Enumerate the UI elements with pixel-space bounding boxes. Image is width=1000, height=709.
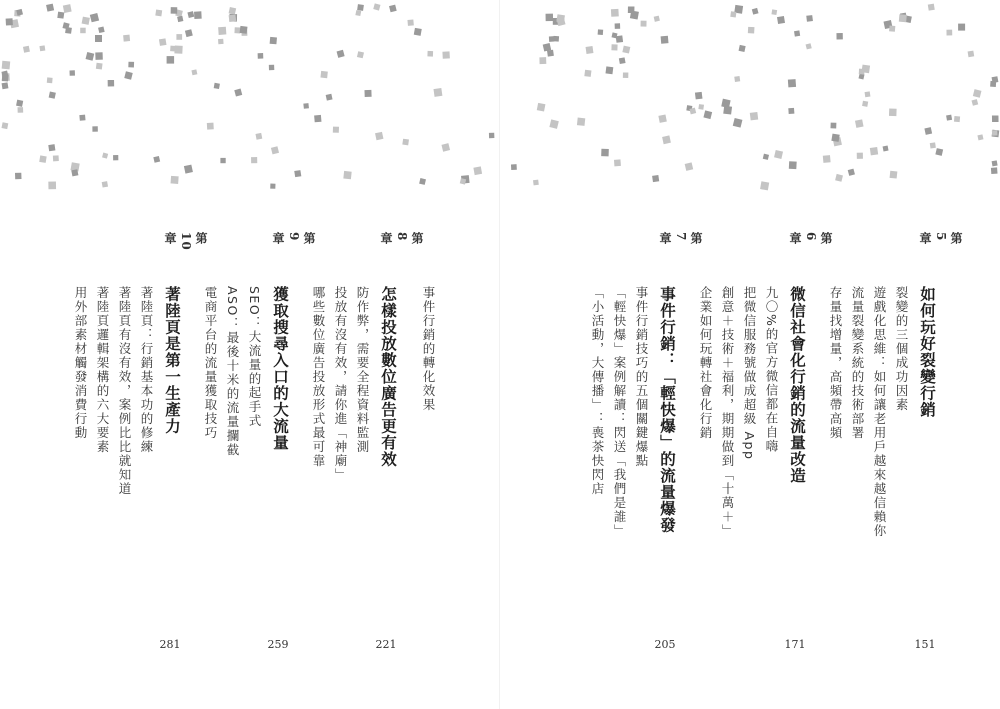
decorative-square [734,76,740,82]
decorative-square [255,133,262,140]
decorative-square [185,29,193,37]
decorative-square [658,114,666,122]
decorative-square [427,51,433,57]
decorative-square [641,21,647,27]
decorative-square [794,30,800,36]
decorative-square [539,57,546,64]
chapter-item: 把微信服務號做成超級 App [742,286,757,461]
chapter-title: 如何玩好裂變行銷 [918,286,937,418]
decorative-square [733,118,743,128]
chapter-label: 第6章 [788,232,833,245]
decorative-square [774,150,783,159]
decorative-square [473,166,482,175]
decorative-square [177,16,183,22]
decorative-square [102,181,108,187]
decorative-square [48,182,56,190]
decorative-square [831,123,837,129]
decorative-square [176,34,182,40]
decorative-square [924,127,932,135]
decorative-square [883,146,889,152]
decorative-square [123,35,130,42]
decorative-square-pattern [0,0,1000,200]
decorative-square [615,23,621,29]
chapter-title: 事件行銷：「輕快爆」的流量爆發 [658,286,677,534]
decorative-square [622,46,630,54]
decorative-square [53,155,59,161]
decorative-square [357,51,364,58]
decorative-square [47,77,53,83]
decorative-square [333,127,339,133]
decorative-square [6,18,13,25]
decorative-square [373,3,380,10]
decorative-square [748,27,755,34]
decorative-square [167,56,175,64]
decorative-square [218,39,224,45]
decorative-square [889,108,897,116]
chapter-label: 第9章 [271,232,316,245]
decorative-square [207,123,214,130]
decorative-square [96,63,103,70]
chapter-item: 九〇%的官方微信都在自嗨 [764,286,779,454]
chapter-item: 存量找增量，高頻帶高頻 [828,286,843,440]
decorative-square [930,142,936,148]
decorative-square [890,171,898,179]
decorative-square [958,24,965,31]
decorative-square [270,184,275,189]
decorative-square [946,115,952,121]
decorative-square [598,29,604,35]
decorative-square [39,45,45,51]
decorative-square [862,101,868,107]
decorative-square [389,5,397,13]
decorative-square [616,35,623,42]
decorative-square [859,69,865,75]
decorative-square [320,71,327,78]
chapter-item: 創意＋技術＋福利，期期做到「十萬＋」 [720,286,735,538]
decorative-square [889,25,895,31]
decorative-square [39,155,46,162]
chapter-item: ASO：最後十米的流量攔截 [225,286,240,457]
decorative-square [991,167,998,174]
decorative-square [662,135,671,144]
decorative-square [433,88,442,97]
chapter-item: 著陸頁：行銷基本功的修練 [139,286,154,454]
decorative-square [414,28,422,36]
decorative-square [547,50,554,57]
decorative-square [229,7,237,15]
decorative-square [806,43,812,49]
decorative-square [155,10,162,17]
decorative-square [992,115,999,122]
decorative-square [355,10,361,16]
decorative-square [730,11,736,17]
decorative-square [234,89,242,97]
decorative-square [63,4,72,13]
decorative-square [661,36,669,44]
chapter-item: 哪些數位廣告投放形式最可靠 [311,286,326,468]
decorative-square [70,70,75,75]
decorative-square [763,154,769,160]
decorative-square [171,176,179,184]
decorative-square [623,72,628,77]
decorative-square [549,119,558,128]
decorative-square [270,37,277,44]
continued-item: 事件行銷的轉化效果 [421,286,436,412]
decorative-square [269,65,274,70]
decorative-square [194,11,202,19]
chapter-label: 第10章 [163,232,208,251]
chapter-item: 遊戲化思維：如何讓老用戶越來越信賴你 [872,286,887,538]
decorative-square [789,161,797,169]
decorative-square [214,83,220,89]
decorative-square [848,169,855,176]
decorative-square [611,9,619,17]
chapter-item: 用外部素材觸發消費行動 [73,286,88,440]
decorative-square [723,106,732,115]
decorative-square [865,91,871,97]
decorative-square [489,133,494,138]
chapter-item: 企業如何玩轉社會化行銷 [698,286,713,440]
chapter-label: 第7章 [658,232,703,245]
decorative-square [652,175,659,182]
decorative-square [18,107,24,113]
decorative-square [977,134,983,140]
decorative-square [86,52,95,61]
decorative-square [954,116,960,122]
decorative-square [159,38,167,46]
decorative-square [703,110,712,119]
decorative-square [23,46,30,53]
decorative-square [546,14,554,22]
chapter-item: 「小活動，大傳播」：喪茶快閃店 [590,286,605,496]
chapter-item: SEO：大流量的起手式 [247,286,262,429]
decorative-square [836,33,842,39]
decorative-square [614,159,621,166]
chapter-title: 微信社會化行銷的流量改造 [788,286,807,484]
decorative-square [46,4,54,12]
decorative-square [584,70,591,77]
decorative-square [2,75,9,82]
decorative-square [108,80,115,87]
decorative-square [337,50,345,58]
decorative-square [174,45,182,53]
decorative-square [229,14,237,22]
decorative-square [80,28,86,34]
decorative-square [16,100,23,107]
decorative-square [968,51,975,58]
decorative-square [855,119,864,128]
decorative-square [294,170,301,177]
decorative-square [191,69,197,75]
decorative-square [788,108,794,114]
decorative-square [586,46,594,54]
decorative-square [537,103,546,112]
decorative-square [777,16,785,24]
decorative-square [601,149,609,157]
decorative-square [806,15,813,22]
decorative-square [946,30,952,36]
chapter-item: 防作弊，需要全程資料監測 [355,286,370,454]
decorative-square [102,153,108,159]
decorative-square [71,169,78,176]
decorative-square [899,14,907,22]
decorative-square [218,27,226,35]
chapter-item: 流量裂變系統的技術部署 [850,286,865,440]
decorative-square [992,130,998,136]
decorative-square [407,19,413,25]
decorative-square [314,115,321,122]
decorative-square [992,160,998,166]
decorative-square [220,158,225,163]
decorative-square [928,4,935,11]
page-number: 151 [914,638,936,651]
decorative-square [271,146,279,154]
decorative-square [553,36,559,42]
decorative-square [750,112,758,120]
decorative-square [2,61,11,70]
chapter-item: 著陸頁邏輯架構的六大要素 [95,286,110,454]
decorative-square [533,180,539,186]
decorative-square [57,12,64,19]
decorative-square [128,62,134,68]
decorative-square [48,144,55,151]
decorative-square [171,7,178,14]
decorative-square [654,16,660,22]
decorative-square [990,81,996,87]
decorative-square [402,139,409,146]
decorative-square [364,90,371,97]
decorative-square [15,173,22,180]
decorative-square [788,79,796,87]
decorative-square [303,103,309,109]
chapter-item: 投放有沒有效，請你進「神廟」 [333,286,348,482]
decorative-square [771,9,777,15]
decorative-square [606,66,614,74]
decorative-square [82,17,90,25]
decorative-square [49,92,56,99]
decorative-square [90,13,99,22]
decorative-square [870,147,878,155]
decorative-square [835,174,843,182]
decorative-square [441,143,450,152]
decorative-square [326,94,333,101]
chapter-item: 著陸頁有沒有效，案例比比就知道 [117,286,132,496]
decorative-square [251,157,257,163]
chapter-item: 「輕快爆」案例解讀：閃送「我們是誰」 [612,286,627,538]
decorative-square [95,35,102,42]
decorative-square [760,181,769,190]
chapter-title: 獲取搜尋入口的大流量 [271,286,290,451]
decorative-square [375,132,383,140]
decorative-square [752,8,759,15]
decorative-square [577,118,585,126]
decorative-square [184,165,193,174]
decorative-square [240,26,248,34]
decorative-square [187,11,194,18]
decorative-square [628,6,635,13]
decorative-square [153,156,160,163]
decorative-square [113,155,118,160]
page-number: 259 [267,638,289,651]
decorative-square [619,57,626,64]
decorative-square [511,164,517,170]
decorative-square [857,153,863,159]
decorative-square [823,155,831,163]
chapter-title: 怎樣投放數位廣告更有效 [379,286,398,468]
chapter-item: 裂變的三個成功因素 [894,286,909,412]
chapter-item: 事件行銷技巧的五個關鍵爆點 [634,286,649,468]
chapter-label: 第5章 [918,232,963,245]
decorative-square [698,104,704,110]
decorative-square [124,71,132,79]
chapter-title: 著陸頁是第一生產力 [163,286,182,435]
chapter-label: 第8章 [379,232,424,245]
decorative-square [98,26,105,33]
decorative-square [79,115,85,121]
decorative-square [739,45,746,52]
decorative-square [1,122,8,129]
decorative-square [343,171,351,179]
decorative-square [258,53,264,59]
decorative-square [442,51,449,58]
decorative-square [685,162,694,171]
page-number: 281 [159,638,181,651]
chapter-item: 電商平台的流量獲取技巧 [203,286,218,440]
decorative-square [357,4,364,11]
decorative-square [419,178,426,185]
decorative-square [935,148,943,156]
decorative-square [2,82,9,89]
decorative-square [95,52,103,60]
decorative-square [92,126,97,131]
decorative-square [695,92,703,100]
decorative-square [971,99,978,106]
page-number: 205 [654,638,676,651]
page-number: 171 [784,638,806,651]
decorative-square [831,134,839,142]
decorative-square [973,89,982,98]
page-number: 221 [375,638,397,651]
decorative-square [611,44,617,50]
